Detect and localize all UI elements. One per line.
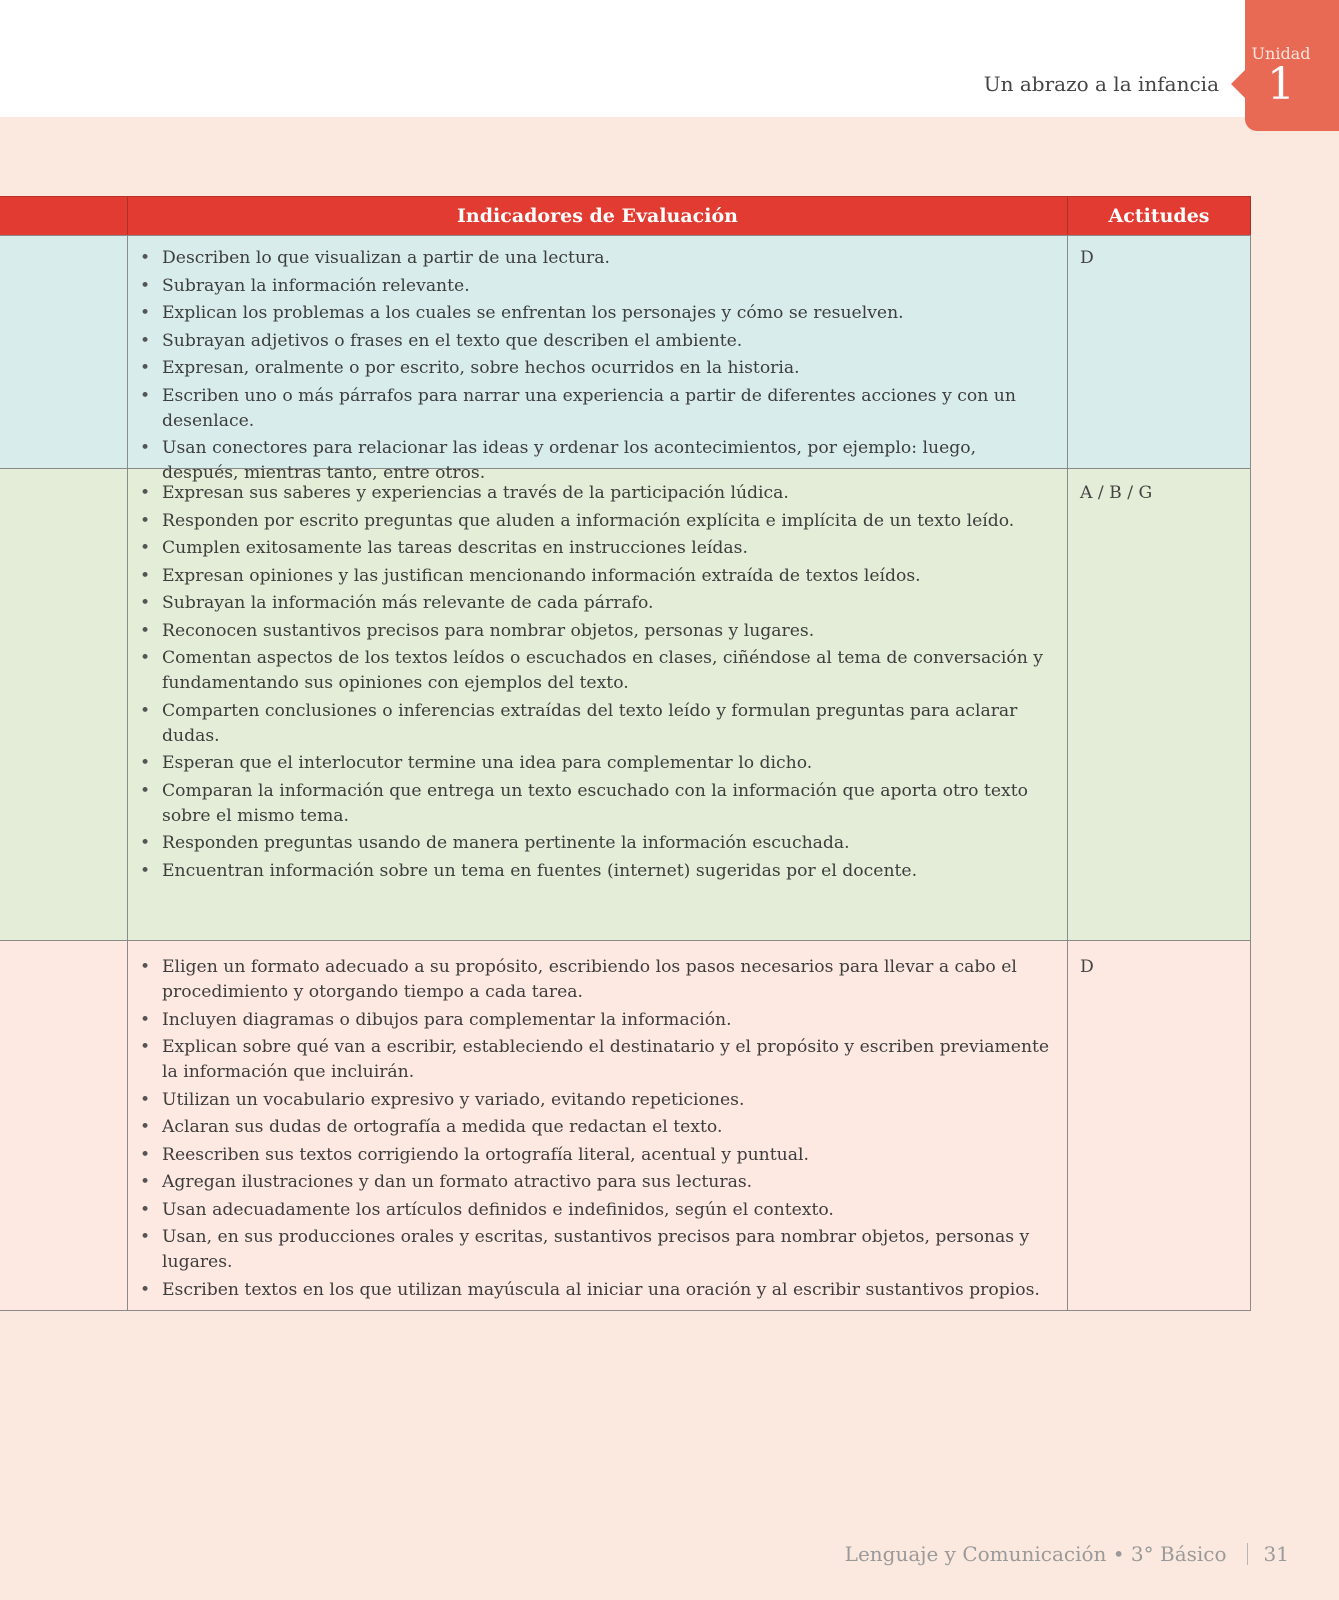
header-indicators: Indicadores de Evaluación	[127, 197, 1068, 235]
indicator-item: • Usan, en sus producciones orales y escritas, sustantivos precisos para nombrar objetos, personas y lugares.	[162, 1225, 1055, 1275]
unit-number: 1	[1267, 59, 1295, 110]
page-footer	[845, 1542, 1289, 1566]
indicators-cell	[127, 941, 1068, 1310]
indicator-item: • Comparten conclusiones o inferencias extraídas del texto leído y formulan preguntas para aclarar dudas.	[162, 699, 1055, 749]
indicator-item: • Aclaran sus dudas de ortografía a medida que redactan el texto.	[162, 1115, 1055, 1140]
indicator-item: • Responden preguntas usando de manera pertinente la información escuchada.	[162, 831, 1055, 856]
indicator-item: • Esperan que el interlocutor termine una idea para complementar lo dicho.	[162, 751, 1055, 776]
indicator-item: • Subrayan adjetivos o frases en el texto que describen el ambiente.	[162, 329, 1055, 354]
page-header-band	[0, 0, 1339, 117]
indicator-item: • Comentan aspectos de los textos leídos o escuchados en clases, ciñéndose al tema de conversación y fundamentando sus opiniones con ejemplos del texto.	[162, 646, 1055, 696]
indicator-item: • Explican los problemas a los cuales se enfrentan los personajes y cómo se resuelven.	[162, 301, 1055, 326]
indicator-item: • Utilizan un vocabulario expresivo y variado, evitando repeticiones.	[162, 1088, 1055, 1113]
table-row	[0, 469, 1251, 941]
unit-label: Unidad	[1251, 44, 1311, 63]
unit-title: Un abrazo a la infancia	[983, 72, 1219, 96]
indicator-item: • Subrayan la información relevante.	[162, 274, 1055, 299]
indicator-item: • Comparan la información que entrega un texto escuchado con la información que aporta otro texto sobre el mismo tema.	[162, 779, 1055, 829]
indicators-cell	[127, 236, 1068, 483]
attitudes-cell: D	[1068, 941, 1251, 1310]
row-label-cell	[0, 941, 127, 1310]
table-header-row	[0, 196, 1251, 236]
indicator-item: • Usan adecuadamente los artículos definidos e indefinidos, según el contexto.	[162, 1198, 1055, 1223]
attitudes-cell: D	[1068, 236, 1251, 468]
indicator-item: • Responden por escrito preguntas que aluden a información explícita e implícita de un texto leído.	[162, 509, 1055, 534]
indicator-item: • Incluyen diagramas o dibujos para complementar la información.	[162, 1008, 1055, 1033]
indicator-item: • Escriben uno o más párrafos para narrar una experiencia a partir de diferentes acciones y con un desenlace.	[162, 384, 1055, 434]
evaluation-table	[0, 196, 1251, 1311]
indicator-item: • Expresan, oralmente o por escrito, sobre hechos ocurridos en la historia.	[162, 356, 1055, 381]
indicator-item: • Describen lo que visualizan a partir de una lectura.	[162, 246, 1055, 271]
indicator-list	[128, 469, 1067, 884]
table-row	[0, 941, 1251, 1311]
indicator-item: • Expresan sus saberes y experiencias a través de la participación lúdica.	[162, 481, 1055, 506]
indicator-item: • Subrayan la información más relevante de cada párrafo.	[162, 591, 1055, 616]
row-label-cell	[0, 236, 127, 468]
footer-subject: Lenguaje y Comunicación • 3° Básico	[844, 1542, 1227, 1566]
indicator-item: • Encuentran información sobre un tema en fuentes (internet) sugeridas por el docente.	[162, 859, 1055, 884]
row-label-cell	[0, 469, 127, 940]
indicator-list	[128, 941, 1067, 1303]
indicator-item: • Agregan ilustraciones y dan un formato atractivo para sus lecturas.	[162, 1170, 1055, 1195]
unit-tab	[1245, 0, 1339, 131]
indicator-list	[128, 236, 1067, 486]
indicators-cell	[127, 469, 1068, 940]
page-number: 31	[1263, 1542, 1289, 1566]
indicator-item: • Reconocen sustantivos precisos para nombrar objetos, personas y lugares.	[162, 619, 1055, 644]
header-cell-empty	[0, 197, 127, 235]
attitudes-cell: A / B / G	[1068, 469, 1251, 940]
indicator-item: • Escriben textos en los que utilizan mayúscula al iniciar una oración y al escribir sustantivos propios.	[162, 1278, 1055, 1303]
table-row	[0, 236, 1251, 483]
indicator-item: • Explican sobre qué van a escribir, estableciendo el destinatario y el propósito y escriben previamente la información que incluirán.	[162, 1035, 1055, 1085]
indicator-item: • Eligen un formato adecuado a su propósito, escribiendo los pasos necesarios para llevar a cabo el procedimiento y otorgando tiempo a cada tarea.	[162, 955, 1055, 1005]
indicator-item: • Expresan opiniones y las justifican mencionando información extraída de textos leídos.	[162, 564, 1055, 589]
footer-divider	[1247, 1543, 1248, 1565]
indicator-item: • Usan conectores para relacionar las ideas y ordenar los acontecimientos, por ejemplo: luego, después, mientras tanto, entre otros.	[162, 436, 1055, 486]
indicator-item: • Cumplen exitosamente las tareas descritas en instrucciones leídas.	[162, 536, 1055, 561]
header-attitudes: Actitudes	[1068, 197, 1251, 235]
indicator-item: • Reescriben sus textos corrigiendo la ortografía literal, acentual y puntual.	[162, 1143, 1055, 1168]
